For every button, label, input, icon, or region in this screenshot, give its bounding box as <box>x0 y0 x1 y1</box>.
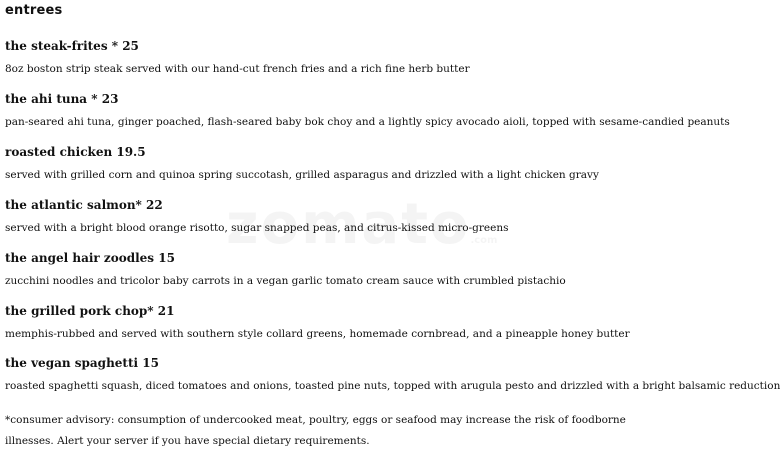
menu-item-description: served with a bright blood orange risotto, sugar snapped peas, and citrus-kissed micro-greens <box>5 222 509 234</box>
menu-item-title: roasted chicken 19.5 <box>5 145 146 159</box>
menu-item-title: the atlantic salmon* 22 <box>5 198 163 212</box>
menu-item-steak-frites <box>5 39 645 76</box>
menu-item-title: the vegan spaghetti 15 <box>5 356 159 370</box>
menu-item-title: the grilled pork chop* 21 <box>5 304 175 318</box>
watermark-suffix <box>470 235 497 246</box>
menu-item-ahi-tuna <box>5 92 730 129</box>
menu-item-atlantic-salmon <box>5 198 645 235</box>
menu-item-title: the steak-frites * 25 <box>5 39 139 53</box>
menu-item-title: the angel hair zoodles 15 <box>5 251 175 265</box>
section-heading: entrees <box>5 3 63 18</box>
menu-item-description: roasted spaghetti squash, diced tomatoes and onions, toasted pine nuts, topped with arugula pesto and drizzled with a bright balsamic reduction <box>5 380 780 392</box>
menu-item-title: the ahi tuna * 23 <box>5 92 119 106</box>
menu-item-description: 8oz boston strip steak served with our hand-cut french fries and a rich fine herb butter <box>5 63 470 75</box>
menu-item-description: pan-seared ahi tuna, ginger poached, flash-seared baby bok choy and a lightly spicy avocado aioli, topped with sesame-candied peanuts <box>5 116 730 128</box>
menu-item-grilled-pork-chop <box>5 304 645 341</box>
menu-item-roasted-chicken <box>5 145 645 182</box>
menu-item-vegan-spaghetti <box>5 356 780 393</box>
consumer-advisory: *consumer advisory: consumption of undercooked meat, poultry, eggs or seafood may increase the risk of foodborne illnesses. Alert your server if you have special dietary requirements. <box>5 414 626 447</box>
menu-item-description: memphis-rubbed and served with southern style collard greens, homemade cornbread, and a pineapple honey butter <box>5 328 630 340</box>
menu-item-description: zucchini noodles and tricolor baby carrots in a vegan garlic tomato cream sauce with crumbled pistachio <box>5 275 566 287</box>
menu-item-angel-hair-zoodles <box>5 251 645 288</box>
menu-item-description: served with grilled corn and quinoa spring succotash, grilled asparagus and drizzled with a light chicken gravy <box>5 169 599 181</box>
